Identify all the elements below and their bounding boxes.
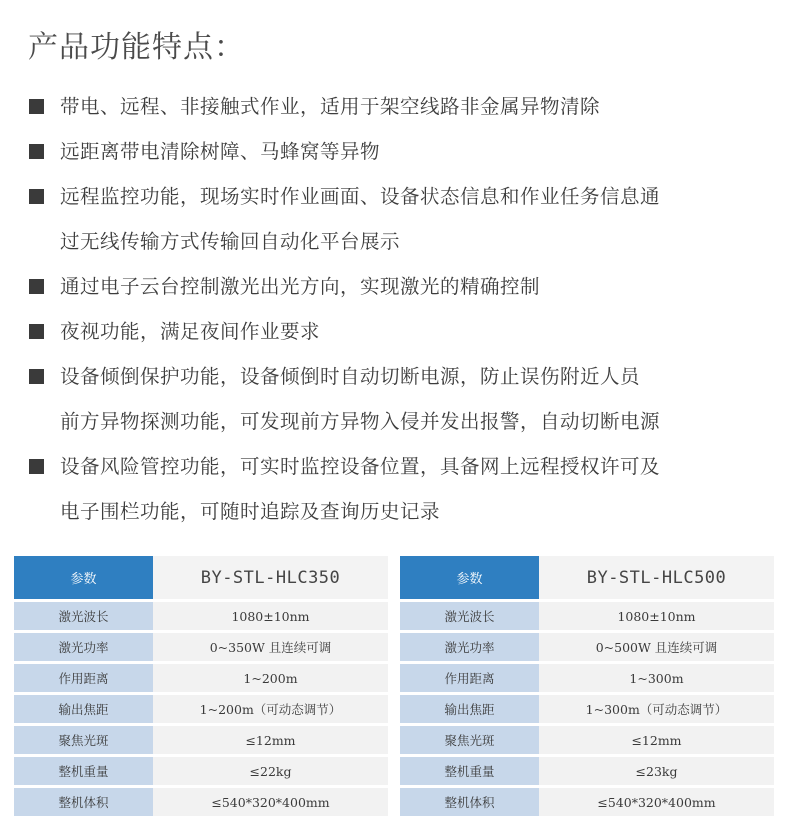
feature-item: [28, 174, 788, 264]
square-bullet-icon: [29, 144, 44, 159]
table-row: [14, 633, 388, 661]
spec-label: 输出焦距: [14, 695, 153, 723]
spec-label: 整机重量: [14, 757, 153, 785]
spec-table-hlc350: [14, 553, 388, 819]
feature-text: 电子围栏功能，可随时追踪及查询历史记录: [60, 500, 441, 523]
feature-list: [28, 84, 788, 534]
square-bullet-icon: [29, 279, 44, 294]
table-header-model: BY-STL-HLC350: [153, 556, 388, 599]
feature-text: 设备倾倒保护功能，设备倾倒时自动切断电源，防止误伤附近人员: [60, 365, 641, 388]
table-row: [14, 664, 388, 692]
table-row: [14, 788, 388, 816]
table-row: [14, 757, 388, 785]
feature-item: [28, 309, 788, 354]
feature-text: 带电、远程、非接触式作业，适用于架空线路非金属异物清除: [60, 95, 601, 118]
feature-text: 设备风险管控功能，可实时监控设备位置，具备网上远程授权许可及: [60, 455, 661, 478]
table-row: [14, 726, 388, 754]
page-title: 产品功能特点：: [28, 30, 245, 65]
spec-label: 整机重量: [400, 757, 539, 785]
spec-label: 激光波长: [400, 602, 539, 630]
spec-label: 激光功率: [14, 633, 153, 661]
feature-text: 前方异物探测功能，可发现前方异物入侵并发出报警，自动切断电源: [60, 410, 661, 433]
table-row: [14, 602, 388, 630]
spec-value: ≤12mm: [153, 726, 388, 754]
spec-value: 1~200m（可动态调节）: [153, 695, 388, 723]
feature-text: 通过电子云台控制激光出光方向，实现激光的精确控制: [60, 275, 541, 298]
spec-label: 整机体积: [14, 788, 153, 816]
spec-label: 激光功率: [400, 633, 539, 661]
feature-text: 过无线传输方式传输回自动化平台展示: [60, 230, 401, 253]
feature-item: [28, 264, 788, 309]
square-bullet-icon: [29, 459, 44, 474]
table-row: [400, 788, 774, 816]
spec-value: 0~500W 且连续可调: [539, 633, 774, 661]
square-bullet-icon: [29, 189, 44, 204]
square-bullet-icon: [29, 99, 44, 114]
table-row: [400, 757, 774, 785]
spec-value: 0~350W 且连续可调: [153, 633, 388, 661]
spec-label: 作用距离: [14, 664, 153, 692]
feature-text: 远距离带电清除树障、马蜂窝等异物: [60, 140, 381, 163]
feature-item: [28, 444, 788, 534]
table-row: [400, 602, 774, 630]
table-header-param: 参数: [400, 556, 539, 599]
spec-value: ≤12mm: [539, 726, 774, 754]
square-bullet-icon: [29, 324, 44, 339]
spec-value: 1~300m（可动态调节）: [539, 695, 774, 723]
spec-value: ≤540*320*400mm: [539, 788, 774, 816]
spec-label: 作用距离: [400, 664, 539, 692]
spec-label: 输出焦距: [400, 695, 539, 723]
spec-label: 聚焦光斑: [400, 726, 539, 754]
table-row: [400, 633, 774, 661]
spec-value: ≤540*320*400mm: [153, 788, 388, 816]
spec-value: ≤22kg: [153, 757, 388, 785]
table-row: [14, 695, 388, 723]
spec-value: 1~200m: [153, 664, 388, 692]
feature-item: [28, 129, 788, 174]
feature-text: 夜视功能，满足夜间作业要求: [60, 320, 321, 343]
feature-item: [28, 84, 788, 129]
table-header-param: 参数: [14, 556, 153, 599]
spec-value: 1080±10nm: [539, 602, 774, 630]
spec-value: 1080±10nm: [153, 602, 388, 630]
spec-table-hlc500: [400, 553, 774, 819]
spec-label: 整机体积: [400, 788, 539, 816]
spec-label: 激光波长: [14, 602, 153, 630]
spec-value: 1~300m: [539, 664, 774, 692]
spec-label: 聚焦光斑: [14, 726, 153, 754]
square-bullet-icon: [29, 369, 44, 384]
table-row: [400, 726, 774, 754]
feature-text: 远程监控功能，现场实时作业画面、设备状态信息和作业任务信息通: [60, 185, 661, 208]
table-row: [400, 664, 774, 692]
feature-item: [28, 354, 788, 444]
table-header-model: BY-STL-HLC500: [539, 556, 774, 599]
spec-value: ≤23kg: [539, 757, 774, 785]
table-row: [400, 695, 774, 723]
